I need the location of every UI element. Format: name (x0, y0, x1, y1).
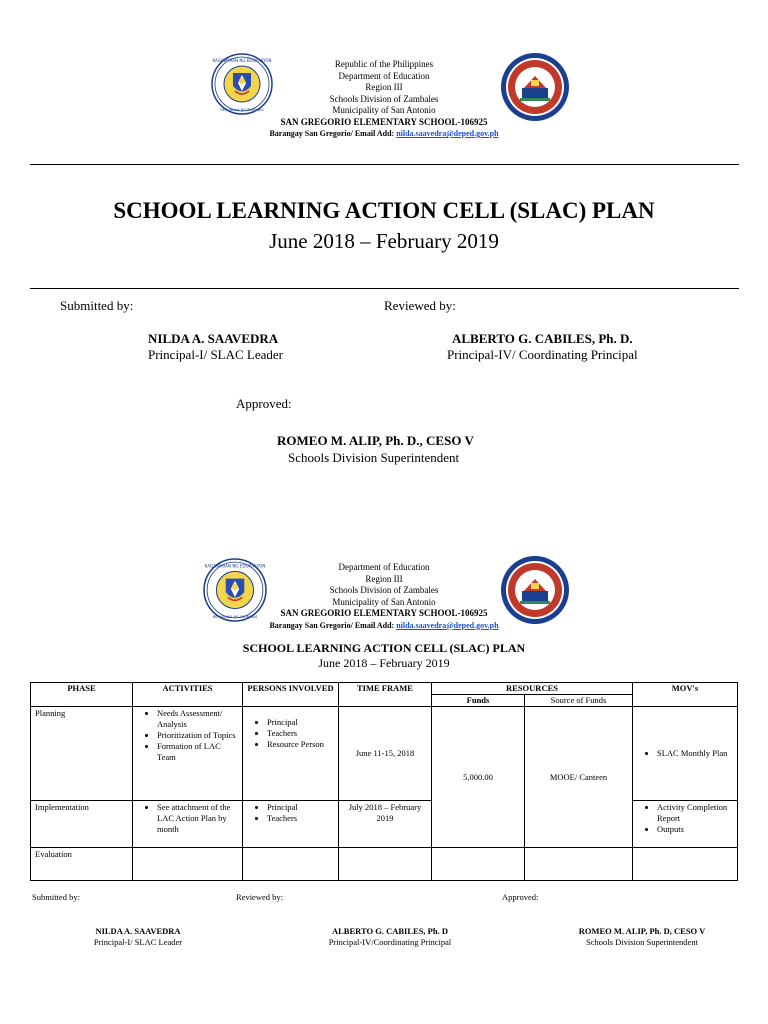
footer-submitter (58, 926, 218, 948)
activities-cell (133, 707, 243, 801)
time-frame-cell (339, 848, 432, 881)
list-item: • Activity Completion Report (657, 802, 733, 824)
header-line: Department of Education (338, 70, 430, 81)
header-line: Schools Division of Zambales (329, 585, 439, 595)
address-label: Barangay San Gregorio/ Email Add: (269, 129, 397, 138)
approved-label: Approved: (236, 396, 292, 411)
list-item: • See attachment of the LAC Action Plan by month (157, 802, 238, 835)
time-frame-cell: July 2018 – February 2019 (339, 801, 432, 848)
email-link[interactable]: nilda.saavedra@deped.gov.ph (396, 129, 499, 138)
funds-cell: 5,000.00 (432, 707, 525, 848)
school-seal-logo (500, 52, 570, 122)
time-frame-cell: June 11-15, 2018 (339, 707, 432, 801)
table-row (31, 707, 738, 801)
mov-cell (633, 848, 738, 881)
col-header-mov: MOV's (633, 683, 738, 707)
header-line: Municipality of San Antonio (332, 105, 436, 115)
footer-approver-role: Schools Division Superintendent (586, 937, 698, 947)
header-line: Department of Education (338, 562, 430, 572)
phase-cell: Planning (31, 707, 133, 801)
footer-approver-name: ROMEO M. ALIP, Ph. D, CESO V (578, 926, 706, 936)
svg-text:KAGAWARAN NG EDUKASYON: KAGAWARAN NG EDUKASYON (212, 58, 272, 63)
activities-cell (133, 801, 243, 848)
header-line: Republic of the Philippines (334, 59, 434, 69)
persons-cell (243, 801, 339, 848)
list-item: • Teachers (267, 728, 334, 739)
address-label: Barangay San Gregorio/ Email Add: (269, 620, 397, 630)
reviewed-label: Reviewed by: (384, 298, 456, 313)
list-item: • Needs Assessment/ Analysis (157, 708, 238, 730)
list-item: • Resource Person (267, 739, 334, 750)
footer-reviewer-role: Principal-IV/Coordinating Principal (328, 937, 452, 947)
list-item: • SLAC Monthly Plan (657, 748, 733, 759)
header-line: Schools Division of Zambales (329, 93, 439, 104)
col-header-time-frame: TIME FRAME (339, 683, 432, 707)
list-item: • Formation of LAC Team (157, 741, 238, 763)
header-line: Municipality of San Antonio (332, 596, 436, 607)
submitted-label: Submitted by: (60, 298, 134, 313)
source-of-funds-cell: MOOE/ Canteen (525, 707, 633, 848)
footer-submitter-role: Principal-I/ SLAC Leader (93, 937, 183, 947)
school-seal-logo (500, 555, 570, 625)
col-header-resources: RESOURCES (432, 683, 633, 695)
svg-text:REPUBLIKA NG PILIPINAS: REPUBLIKA NG PILIPINAS (220, 108, 264, 112)
school-name: SAN GREGORIO ELEMENTARY SCHOOL-106925 (280, 608, 488, 618)
list-item: • Principal (267, 802, 334, 813)
reviewer-name: ALBERTO G. CABILES, Ph. D. (452, 331, 633, 346)
footer-reviewed-label: Reviewed by: (236, 892, 283, 902)
source-of-funds-cell (525, 848, 633, 881)
persons-cell (243, 848, 339, 881)
col-header-activities: ACTIVITIES (133, 683, 243, 707)
footer-approved-label: Approved: (502, 892, 539, 902)
footer-submitted-label: Submitted by: (32, 892, 80, 902)
footer-reviewer (300, 926, 480, 948)
footer-submitter-name: NILDA A. SAAVEDRA (95, 926, 181, 936)
submitter-name: NILDA A. SAAVEDRA (148, 331, 279, 346)
persons-cell (243, 707, 339, 801)
mov-cell (633, 801, 738, 848)
svg-text:KAGAWARAN NG EDUKASYON: KAGAWARAN NG EDUKASYON (204, 563, 266, 569)
col-header-source: Source of Funds (525, 695, 633, 707)
mov-cell (633, 707, 738, 801)
funds-cell (432, 848, 525, 881)
divider (30, 288, 739, 289)
phase-cell: Evaluation (31, 848, 133, 881)
header-line: Region III (365, 82, 403, 92)
cover-period: June 2018 – February 2019 (269, 229, 499, 253)
slac-plan-table (30, 682, 738, 881)
list-item: • Teachers (267, 813, 334, 824)
approver-name: ROMEO M. ALIP, Ph. D., CESO V (277, 433, 474, 448)
footer-reviewer-name: ALBERTO G. CABILES, Ph. D (332, 926, 448, 936)
submitter-role: Principal-I/ SLAC Leader (148, 347, 284, 362)
list-item: • Prioritization of Topics (157, 730, 238, 741)
svg-text:REPUBLIKA NG PILIPINAS: REPUBLIKA NG PILIPINAS (212, 614, 258, 619)
plan-period: June 2018 – February 2019 (318, 656, 450, 670)
approver-role: Schools Division Superintendent (288, 450, 460, 465)
email-link[interactable]: nilda.saavedra@deped.gov.ph (396, 620, 499, 630)
footer-approver (552, 926, 732, 948)
reviewer-role: Principal-IV/ Coordinating Principal (447, 347, 638, 362)
table-row (31, 848, 738, 881)
col-header-phase: PHASE (31, 683, 133, 707)
col-header-persons: PERSONS INVOLVED (243, 683, 339, 707)
cover-title: SCHOOL LEARNING ACTION CELL (SLAC) PLAN (113, 198, 655, 223)
phase-cell: Implementation (31, 801, 133, 848)
divider (30, 164, 739, 165)
list-item: • Outputs (657, 824, 733, 835)
plan-title: SCHOOL LEARNING ACTION CELL (SLAC) PLAN (242, 641, 526, 655)
school-name: SAN GREGORIO ELEMENTARY SCHOOL-106925 (280, 116, 488, 127)
header-line: Region III (365, 573, 403, 584)
list-item: • Principal (267, 717, 334, 728)
col-header-funds: Funds (432, 695, 525, 707)
activities-cell (133, 848, 243, 881)
